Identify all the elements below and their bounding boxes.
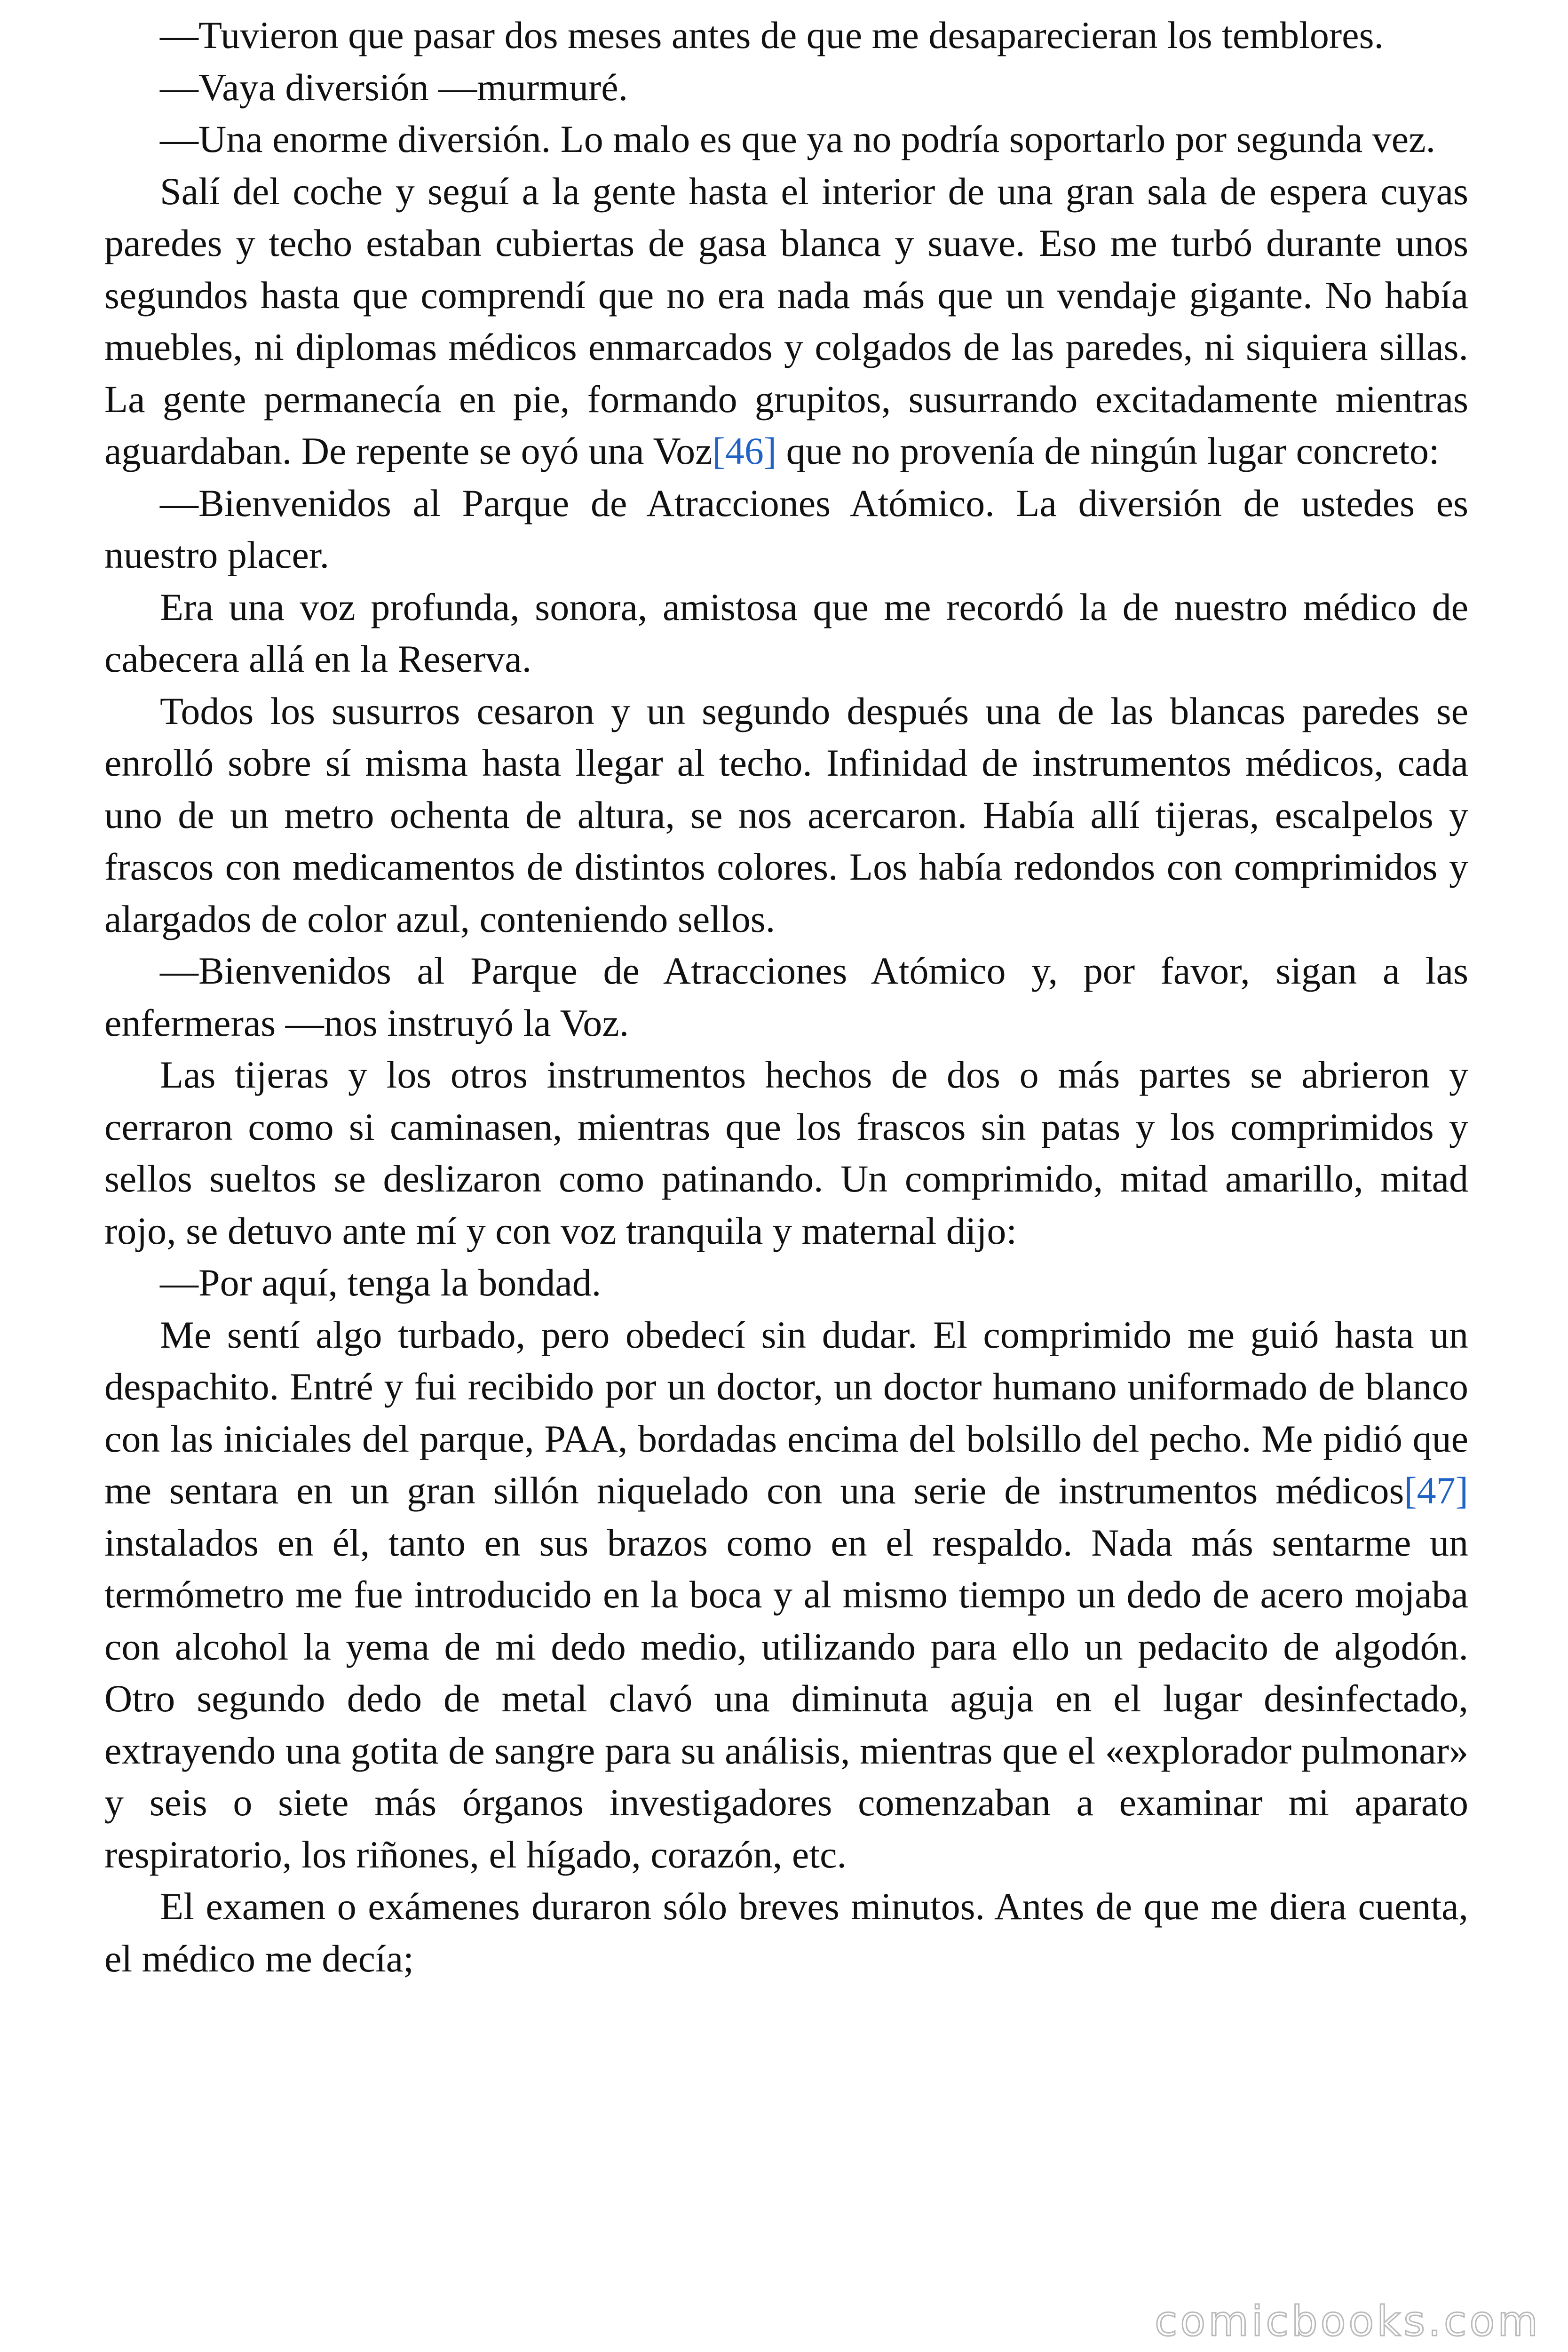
paragraph-text: que no provenía de ningún lugar concreto: xyxy=(776,429,1440,472)
paragraph: —Por aquí, tenga la bondad. xyxy=(160,1261,602,1304)
paragraph-text: Me sentí algo turbado, pero obedecí sin dudar. El comprimido me guió hasta un despachito. Entré y fui recibido por un doctor, un doctor humano uniformado de blanco con las iniciales del parque, PAA, bordadas encima del bolsillo del pecho. Me pidió que me sentara en un gran sillón niquelado con una serie de instrumentos médicos xyxy=(104,1313,1468,1512)
paragraph: —Bienvenidos al Parque de Atracciones Atómico y, por favor, sigan a las enfermeras —nos instruyó la Voz. xyxy=(104,949,1468,1044)
paragraph: Las tijeras y los otros instrumentos hechos de dos o más partes se abrieron y cerraron como si caminasen, mientras que los frascos sin patas y los comprimidos y sellos sueltos se deslizaron como patinando. Un comprimido, mitad amarillo, mitad rojo, se detuvo ante mí y con voz tranquila y maternal dijo: xyxy=(104,1053,1468,1252)
footnote-link-46[interactable]: [46] xyxy=(712,429,777,472)
paragraph-text: instalados en él, tanto en sus brazos como en el respaldo. Nada más sentarme un termómetro me fue introducido en la boca y al mismo tiempo un dedo de acero mojaba con alcohol la yema de mi dedo medio, utilizando para ello un pedacito de algodón. Otro segundo dedo de metal clavó una diminuta aguja en el lugar desinfectado, extrayendo una gotita de sangre para su análisis, mientras que el «explorador pulmonar» y seis o siete más órganos investigadores comenzaban a examinar mi aparato respiratorio, los riñones, el hígado, corazón, etc. xyxy=(104,1521,1468,1876)
paragraph xyxy=(104,1309,1468,1881)
paragraph-text: Salí del coche y seguí a la gente hasta el interior de una gran sala de espera cuyas paredes y techo estaban cubiertas de gasa blanca y suave. Eso me turbó durante unos segundos hasta que comprendí que no era nada más que un vendaje gigante. No había muebles, ni diplomas médicos enmarcados y colgados de las paredes, ni siquiera sillas. La gente permanecía en pie, formando grupitos, susurrando excitadamente mientras aguardaban. De repente se oyó una Voz xyxy=(104,169,1468,472)
paragraph xyxy=(104,166,1468,477)
paragraph: Era una voz profunda, sonora, amistosa que me recordó la de nuestro médico de cabecera allá en la Reserva. xyxy=(104,585,1468,680)
paragraph: —Bienvenidos al Parque de Atracciones Atómico. La diversión de ustedes es nuestro placer. xyxy=(104,481,1468,576)
watermark: comicbooks.com xyxy=(1154,2297,1541,2345)
paragraph: —Vaya diversión —murmuré. xyxy=(160,65,628,109)
paragraph: Todos los susurros cesaron y un segundo después una de las blancas paredes se enrolló sobre sí misma hasta llegar al techo. Infinidad de instrumentos médicos, cada uno de un metro ochenta de altura, se nos acercaron. Había allí tijeras, escalpelos y frascos con medicamentos de distintos colores. Los había redondos con comprimidos y alargados de color azul, conteniendo sellos. xyxy=(104,689,1468,940)
paragraph: El examen o exámenes duraron sólo breves minutos. Antes de que me diera cuenta, el médico me decía; xyxy=(104,1885,1468,1980)
page-body xyxy=(104,9,1468,1985)
paragraph: —Una enorme diversión. Lo malo es que ya no podría soportarlo por segunda vez. xyxy=(160,118,1436,160)
paragraph: —Tuvieron que pasar dos meses antes de que me desaparecieran los temblores. xyxy=(160,14,1384,56)
footnote-link-47[interactable]: [47] xyxy=(1404,1469,1468,1512)
